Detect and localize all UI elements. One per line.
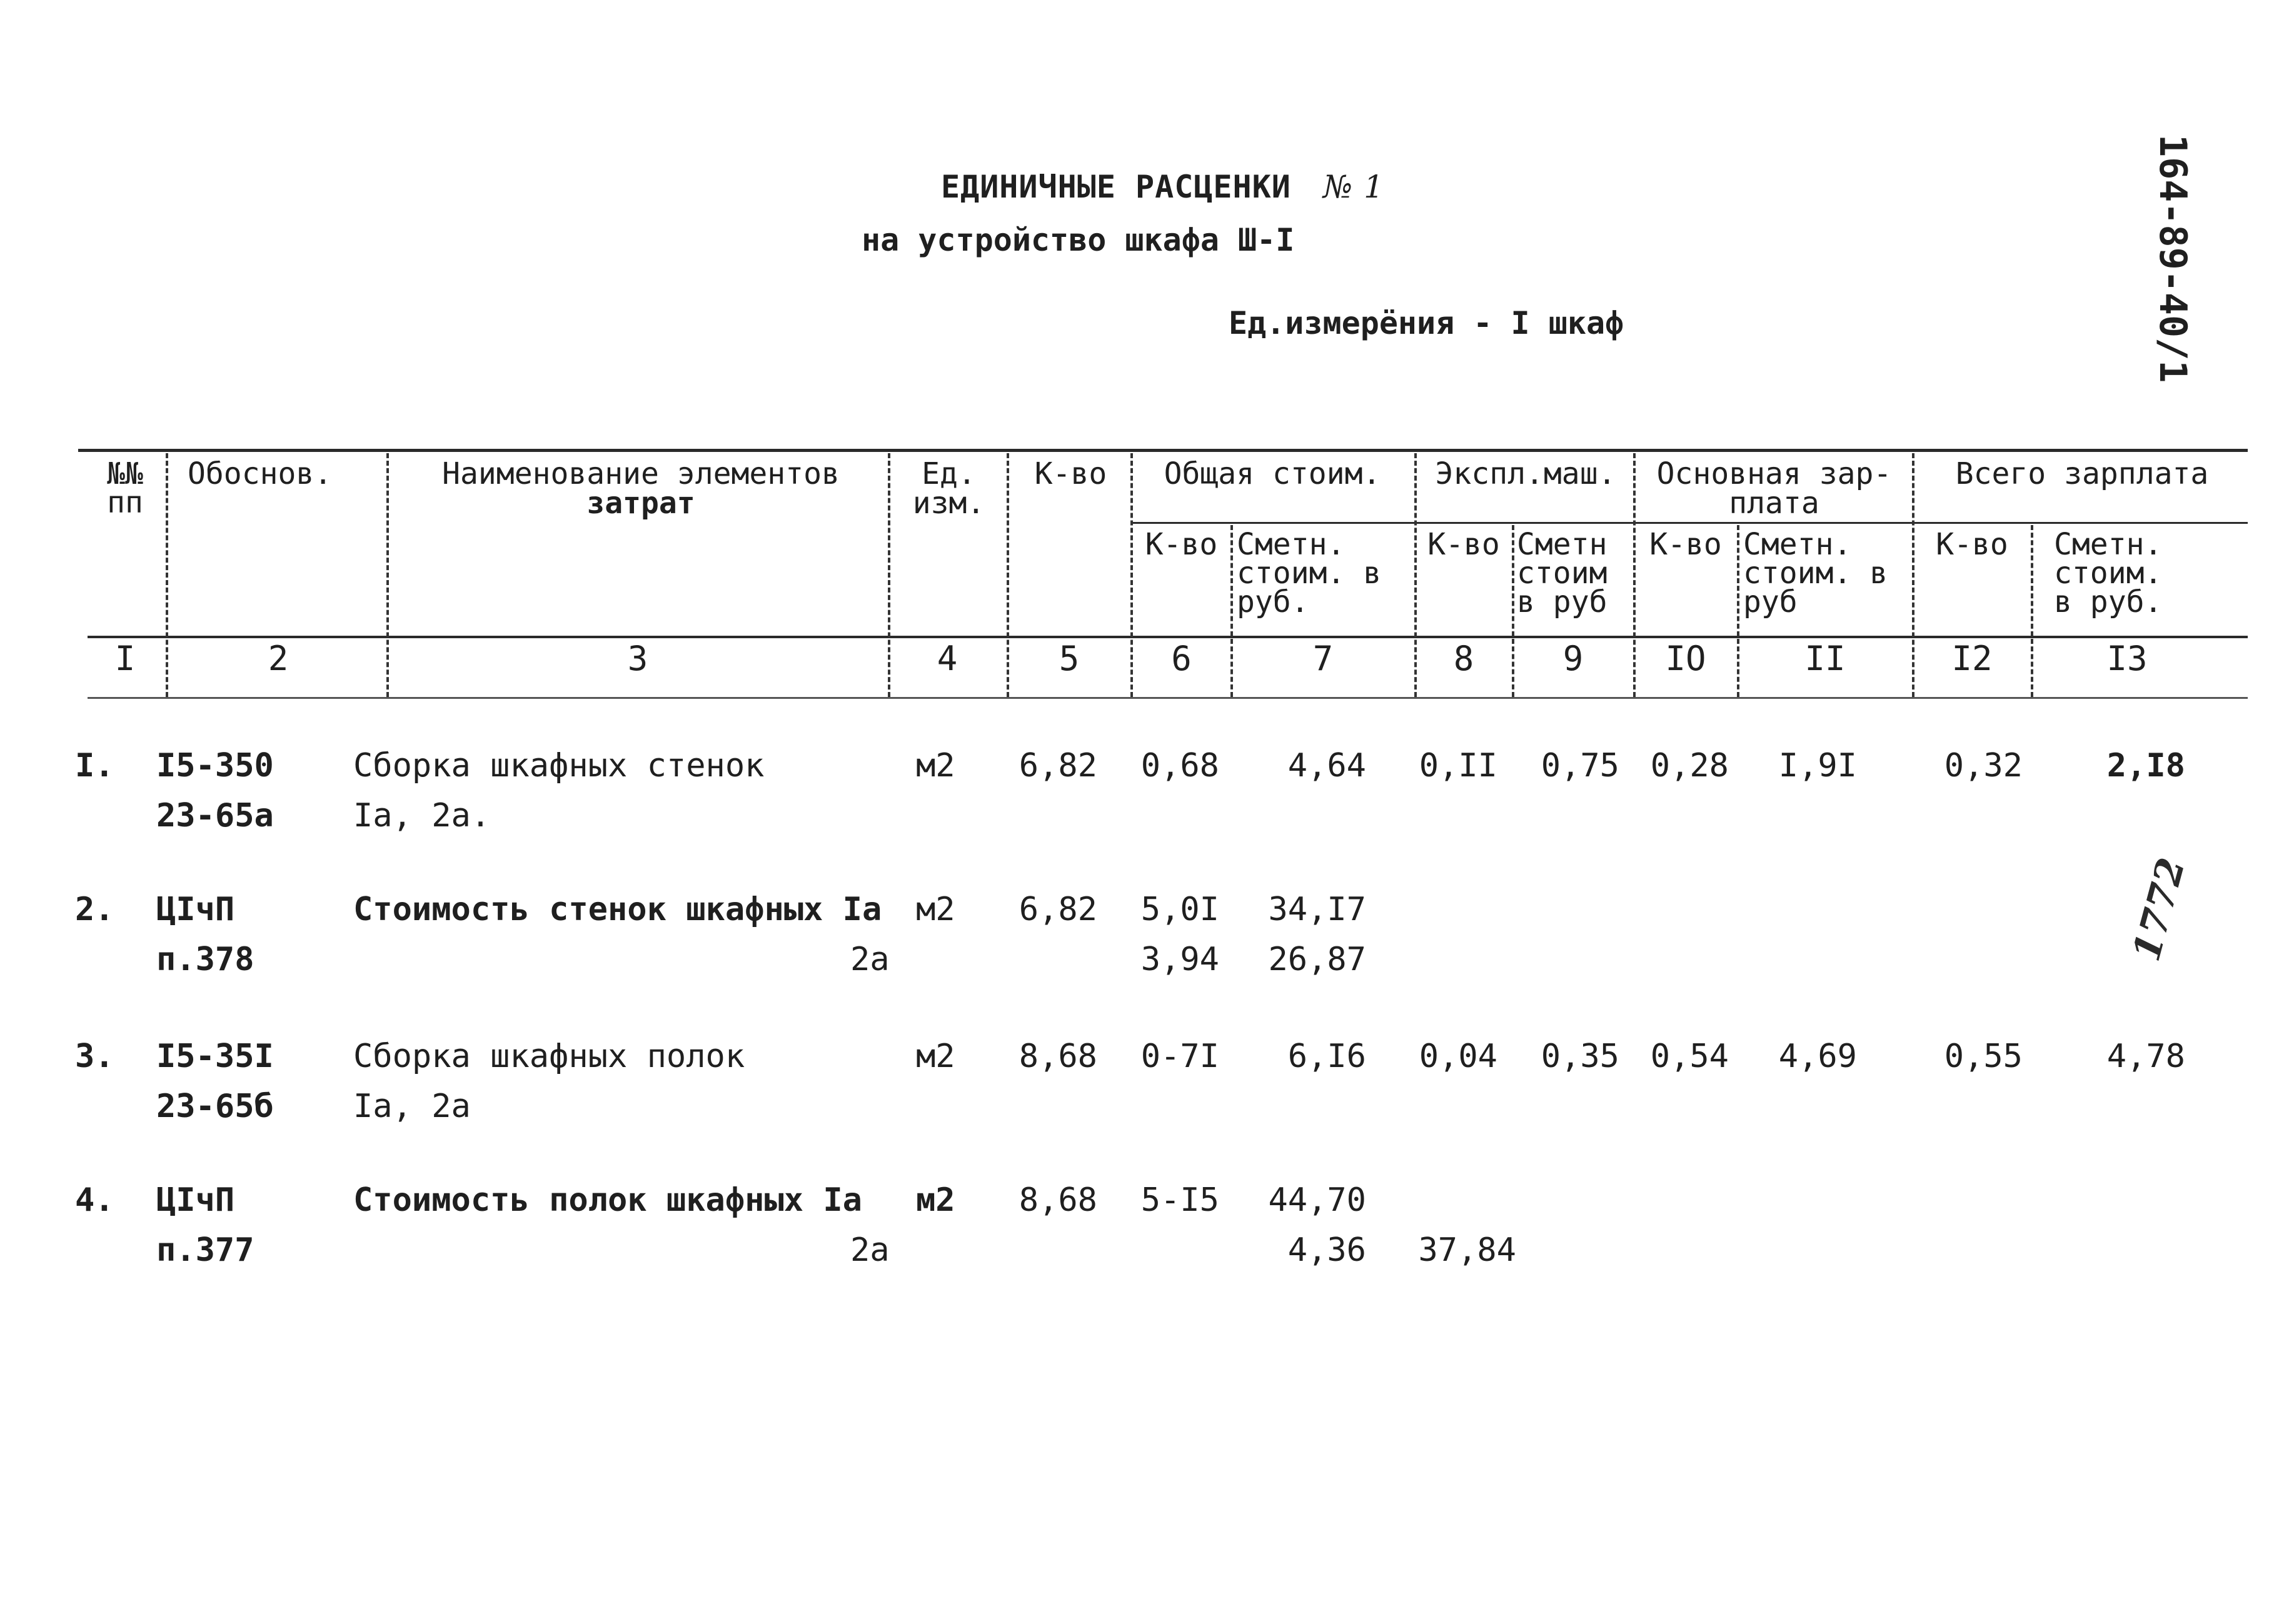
title-text: ЕДИНИЧНЫЕ РАСЦЕНКИ <box>941 169 1291 205</box>
row-c7b: 4,36 <box>1287 1231 1366 1269</box>
row-c10: 0,28 <box>1650 747 1729 784</box>
header-group-wage-2: плата <box>1729 486 1819 521</box>
row-unit: м2 <box>916 891 955 928</box>
row-no: 4. <box>75 1181 114 1219</box>
row-name-1: Сборка шкафных полок <box>353 1038 745 1075</box>
row-basis-2: 23-65б <box>156 1088 274 1125</box>
subheader-qty-8: К-во <box>1427 527 1500 562</box>
row-name-1: Стоимость полок шкафных Iа <box>353 1181 862 1219</box>
row-unit: м2 <box>916 1181 955 1219</box>
colnum-9: 9 <box>1562 639 1584 678</box>
subheader-qty-6: К-во <box>1145 527 1218 562</box>
row-c7b: 26,87 <box>1268 941 1366 978</box>
colnum-13: I3 <box>2106 639 2148 678</box>
row-qty: 6,82 <box>1019 891 1097 928</box>
row-basis-2: п.377 <box>156 1231 254 1269</box>
row-c8b: 37,84 <box>1418 1231 1516 1269</box>
row-c7: 6,I6 <box>1287 1038 1366 1075</box>
subheader-cost-7: Сметн. стоим. в руб. <box>1237 527 1382 619</box>
row-c6b: 3,94 <box>1140 941 1219 978</box>
row-basis-2: п.378 <box>156 941 254 978</box>
row-basis-1: ЦIчП <box>156 1181 235 1219</box>
row-basis-2: 23-65а <box>156 797 274 835</box>
row-qty: 6,82 <box>1019 747 1097 784</box>
row-no: 3. <box>75 1038 114 1075</box>
row-qty: 8,68 <box>1019 1181 1097 1219</box>
header-bottom-rule <box>88 636 2248 638</box>
row-unit: м2 <box>916 1038 955 1075</box>
col-sep <box>888 453 890 697</box>
header-group-machine: Экспл.маш. <box>1435 456 1616 491</box>
colnum-12: I2 <box>1951 639 1993 678</box>
row-c6: 0,68 <box>1140 747 1219 784</box>
row-c7: 34,I7 <box>1268 891 1366 928</box>
col-sep <box>386 453 389 697</box>
row-c8: 0,04 <box>1419 1038 1497 1075</box>
row-c9: 0,35 <box>1541 1038 1619 1075</box>
table-top-rule <box>78 449 2248 452</box>
row-c12: 0,55 <box>1944 1038 2023 1075</box>
row-c12: 0,32 <box>1944 747 2023 784</box>
colnum-bottom-rule <box>88 697 2248 699</box>
colnum-1: I <box>114 639 136 678</box>
row-c6: 5-I5 <box>1140 1181 1219 1219</box>
subheader-cost-9: Сметн стоим в руб <box>1517 527 1607 619</box>
header-group-wage-1: Основная зар- <box>1656 456 1892 491</box>
col-sep <box>1007 453 1009 697</box>
row-name-2: Iа, 2а <box>353 1088 471 1125</box>
row-c11: I,9I <box>1778 747 1857 784</box>
colnum-11: II <box>1804 639 1846 678</box>
row-c9: 0,75 <box>1541 747 1619 784</box>
row-c13: 2,I8 <box>2106 747 2185 784</box>
row-name-1: Стоимость стенок шкафных Iа <box>353 891 882 928</box>
row-basis-1: ЦIчП <box>156 891 235 928</box>
colnum-2: 2 <box>268 639 289 678</box>
header-qty: К-во <box>1034 456 1107 491</box>
header-unit-2: изм. <box>912 486 985 521</box>
header-basis: Обоснов. <box>188 456 333 491</box>
colnum-4: 4 <box>937 639 958 678</box>
title-handwritten-number: № 1 <box>1322 169 1384 205</box>
row-no: I. <box>75 747 114 784</box>
row-c13: 4,78 <box>2106 1038 2185 1075</box>
margin-page-note: 1772 <box>2125 853 2194 966</box>
document-subtitle: на устройство шкафа Ш-I <box>862 222 1295 258</box>
colnum-5: 5 <box>1059 639 1080 678</box>
row-name-2: 2а <box>850 941 890 978</box>
row-basis-1: I5-35I <box>156 1038 274 1075</box>
document-number: 164-89-40/1 <box>2151 134 2195 383</box>
subheader-cost-11: Сметн. стоим. в руб <box>1743 527 1888 619</box>
subheader-qty-12: К-во <box>1936 527 2008 562</box>
header-group-total: Общая стоим. <box>1164 456 1381 491</box>
document-title <box>941 169 1384 205</box>
subheader-cost-13: Сметн. стоим. в руб. <box>2054 527 2163 619</box>
row-c10: 0,54 <box>1650 1038 1729 1075</box>
colnum-10: IO <box>1665 639 1706 678</box>
subheader-qty-10: К-во <box>1649 527 1722 562</box>
colnum-8: 8 <box>1453 639 1474 678</box>
row-basis-1: I5-350 <box>156 747 274 784</box>
header-no: №№ пп <box>107 456 143 520</box>
colnum-3: 3 <box>627 639 648 678</box>
row-name-2: Iа, 2а. <box>353 797 491 835</box>
row-c8: 0,II <box>1419 747 1497 784</box>
header-group-all-wage: Всего зарплата <box>1955 456 2209 491</box>
row-name-2: 2а <box>850 1231 890 1269</box>
colnum-7: 7 <box>1312 639 1334 678</box>
col-sep <box>166 453 168 697</box>
row-name-1: Сборка шкафных стенок <box>353 747 765 784</box>
row-c11: 4,69 <box>1778 1038 1857 1075</box>
row-c6: 0-7I <box>1140 1038 1219 1075</box>
header-unit-1: Ед. <box>922 456 976 491</box>
header-name-2: затрат <box>586 486 695 521</box>
colnum-6: 6 <box>1171 639 1192 678</box>
row-c7: 44,70 <box>1268 1181 1366 1219</box>
row-no: 2. <box>75 891 114 928</box>
header-name-1: Наименование элементов <box>442 456 840 491</box>
subheader-rule <box>1130 522 2248 524</box>
row-c7: 4,64 <box>1287 747 1366 784</box>
row-qty: 8,68 <box>1019 1038 1097 1075</box>
unit-of-measure: Ед.измерёния - I шкаф <box>1229 305 1624 341</box>
row-c6: 5,0I <box>1140 891 1219 928</box>
row-unit: м2 <box>916 747 955 784</box>
